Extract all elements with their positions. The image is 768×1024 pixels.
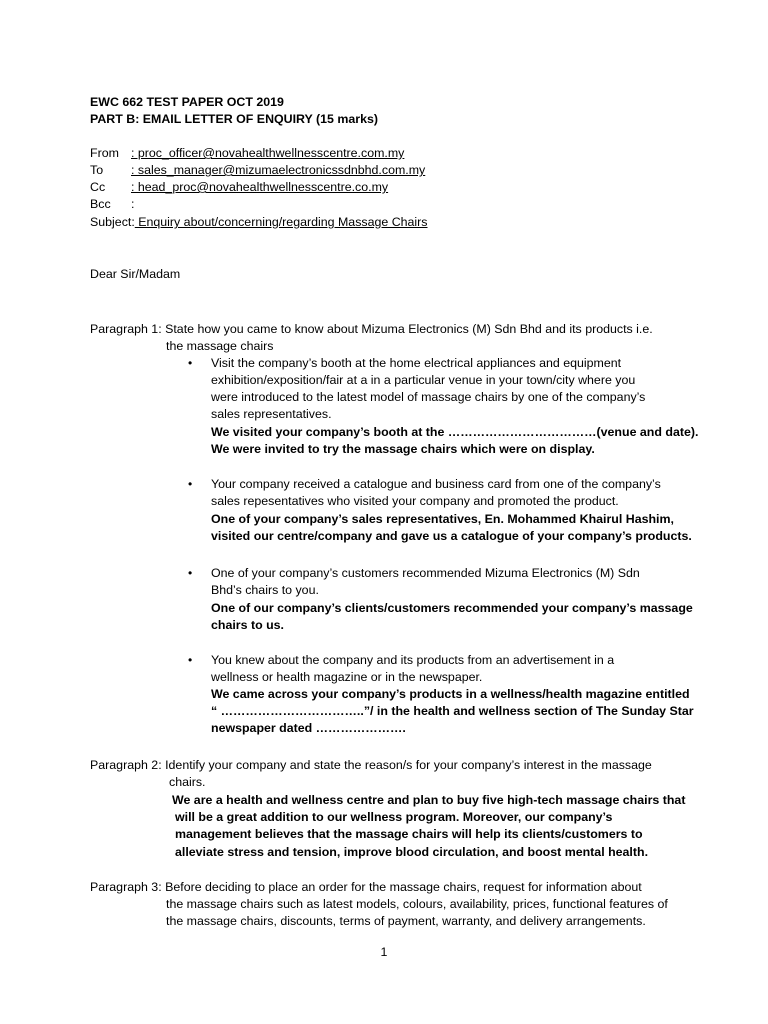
- paragraph-1-instruction-cont: the massage chairs: [166, 339, 274, 353]
- salutation: Dear Sir/Madam: [90, 267, 181, 281]
- to-address[interactable]: : sales_manager@mizumaelectronicssdnbhd.com.my: [131, 163, 426, 177]
- bullet-1-text: Visit the company’s booth at the home electrical appliances and equipment: [211, 356, 622, 370]
- paragraph-1-instruction: State how you came to know about Mizuma Electronics (M) Sdn Bhd and its products i.e.: [165, 322, 653, 336]
- bullet-2-text: sales repesentatives who visited your company and promoted the product.: [211, 494, 619, 508]
- paragraph-3-label: Paragraph 3:: [90, 880, 162, 894]
- cc-label: Cc: [90, 180, 106, 194]
- paragraph-2-heading: [90, 757, 652, 774]
- bullet-4-sample: “ ……………………………..”/ in the health and wellness section of The Sunday Star: [211, 704, 694, 718]
- bullet-4-text: You knew about the company and its products from an advertisement in a: [211, 653, 615, 667]
- paragraph-1-heading: [90, 321, 653, 338]
- subject-label: Subject:: [90, 215, 135, 229]
- bullet-icon: •: [188, 477, 193, 491]
- paragraph-3-text: the massage chairs such as latest models, colours, availability, prices, functional features of: [166, 897, 668, 911]
- bullet-3-text: Bhd’s chairs to you.: [211, 583, 319, 597]
- bullet-3-text: One of your company’s customers recommended Mizuma Electronics (M) Sdn: [211, 566, 640, 580]
- to-label: To: [90, 163, 104, 177]
- paragraph-3-text: the massage chairs, discounts, terms of payment, warranty, and delivery arrangements.: [166, 914, 646, 928]
- bullet-2-sample: visited our centre/company and gave us a catalogue of your company’s products.: [211, 529, 692, 543]
- bullet-1-sample: We were invited to try the massage chairs which were on display.: [211, 442, 595, 456]
- from-address[interactable]: : proc_officer@novahealthwellnesscentre.com.my: [131, 146, 405, 160]
- paragraph-2-instruction: Identify your company and state the reason/s for your company’s interest in the massage: [165, 758, 652, 772]
- bullet-2-sample: One of your company’s sales representatives, En. Mohammed Khairul Hashim,: [211, 512, 674, 526]
- subject-value: Enquiry about/concerning/regarding Massage Chairs: [134, 215, 428, 229]
- bullet-icon: •: [188, 566, 193, 580]
- paragraph-2-sample: management believes that the massage chairs will help its clients/customers to: [175, 827, 643, 841]
- bullet-1-text: were introduced to the latest model of massage chairs by one of the company’s: [211, 390, 646, 404]
- bullet-1-text: exhibition/exposition/fair at a in a particular venue in your town/city where you: [211, 373, 636, 387]
- paragraph-3-text: Before deciding to place an order for the massage chairs, request for information about: [165, 880, 642, 894]
- bullet-3-sample: chairs to us.: [211, 618, 284, 632]
- paragraph-2-sample: We are a health and wellness centre and plan to buy five high-tech massage chairs that: [172, 793, 686, 807]
- from-value: [131, 145, 404, 162]
- bullet-2-text: Your company received a catalogue and business card from one of the company’s: [211, 477, 661, 491]
- from-label: From: [90, 146, 119, 160]
- paragraph-2-sample: alleviate stress and tension, improve blood circulation, and boost mental health.: [175, 845, 649, 859]
- bullet-icon: •: [188, 356, 193, 370]
- bullet-4-text: wellness or health magazine or in the newspaper.: [211, 670, 483, 684]
- subject-line: [90, 214, 428, 231]
- bullet-4-sample: newspaper dated ………………….: [211, 721, 406, 735]
- paragraph-2-sample: will be a great addition to our wellness program. Moreover, our company’s: [175, 810, 613, 824]
- part-heading: PART B: EMAIL LETTER OF ENQUIRY (15 marks): [90, 112, 379, 126]
- to-value: [131, 162, 425, 179]
- bullet-1-sample: We visited your company’s booth at the ………………………………(venue and date).: [211, 425, 699, 439]
- cc-value: [131, 179, 388, 196]
- paragraph-3-heading: [90, 879, 642, 896]
- bullet-1-text: sales representatives.: [211, 407, 332, 421]
- page-title: EWC 662 TEST PAPER OCT 2019: [90, 95, 284, 109]
- bcc-label: Bcc: [90, 197, 111, 211]
- page-number: 1: [380, 945, 388, 959]
- bullet-3-sample: One of our company’s clients/customers recommended your company’s massage: [211, 601, 693, 615]
- cc-address[interactable]: : head_proc@novahealthwellnesscentre.co.my: [131, 180, 389, 194]
- paragraph-1-label: Paragraph 1:: [90, 322, 162, 336]
- paragraph-2-label: Paragraph 2:: [90, 758, 162, 772]
- paragraph-2-instruction-cont: chairs.: [169, 775, 206, 789]
- bullet-icon: •: [188, 653, 193, 667]
- bullet-4-sample: We came across your company’s products in a wellness/health magazine entitled: [211, 687, 690, 701]
- bcc-value: :: [131, 197, 135, 211]
